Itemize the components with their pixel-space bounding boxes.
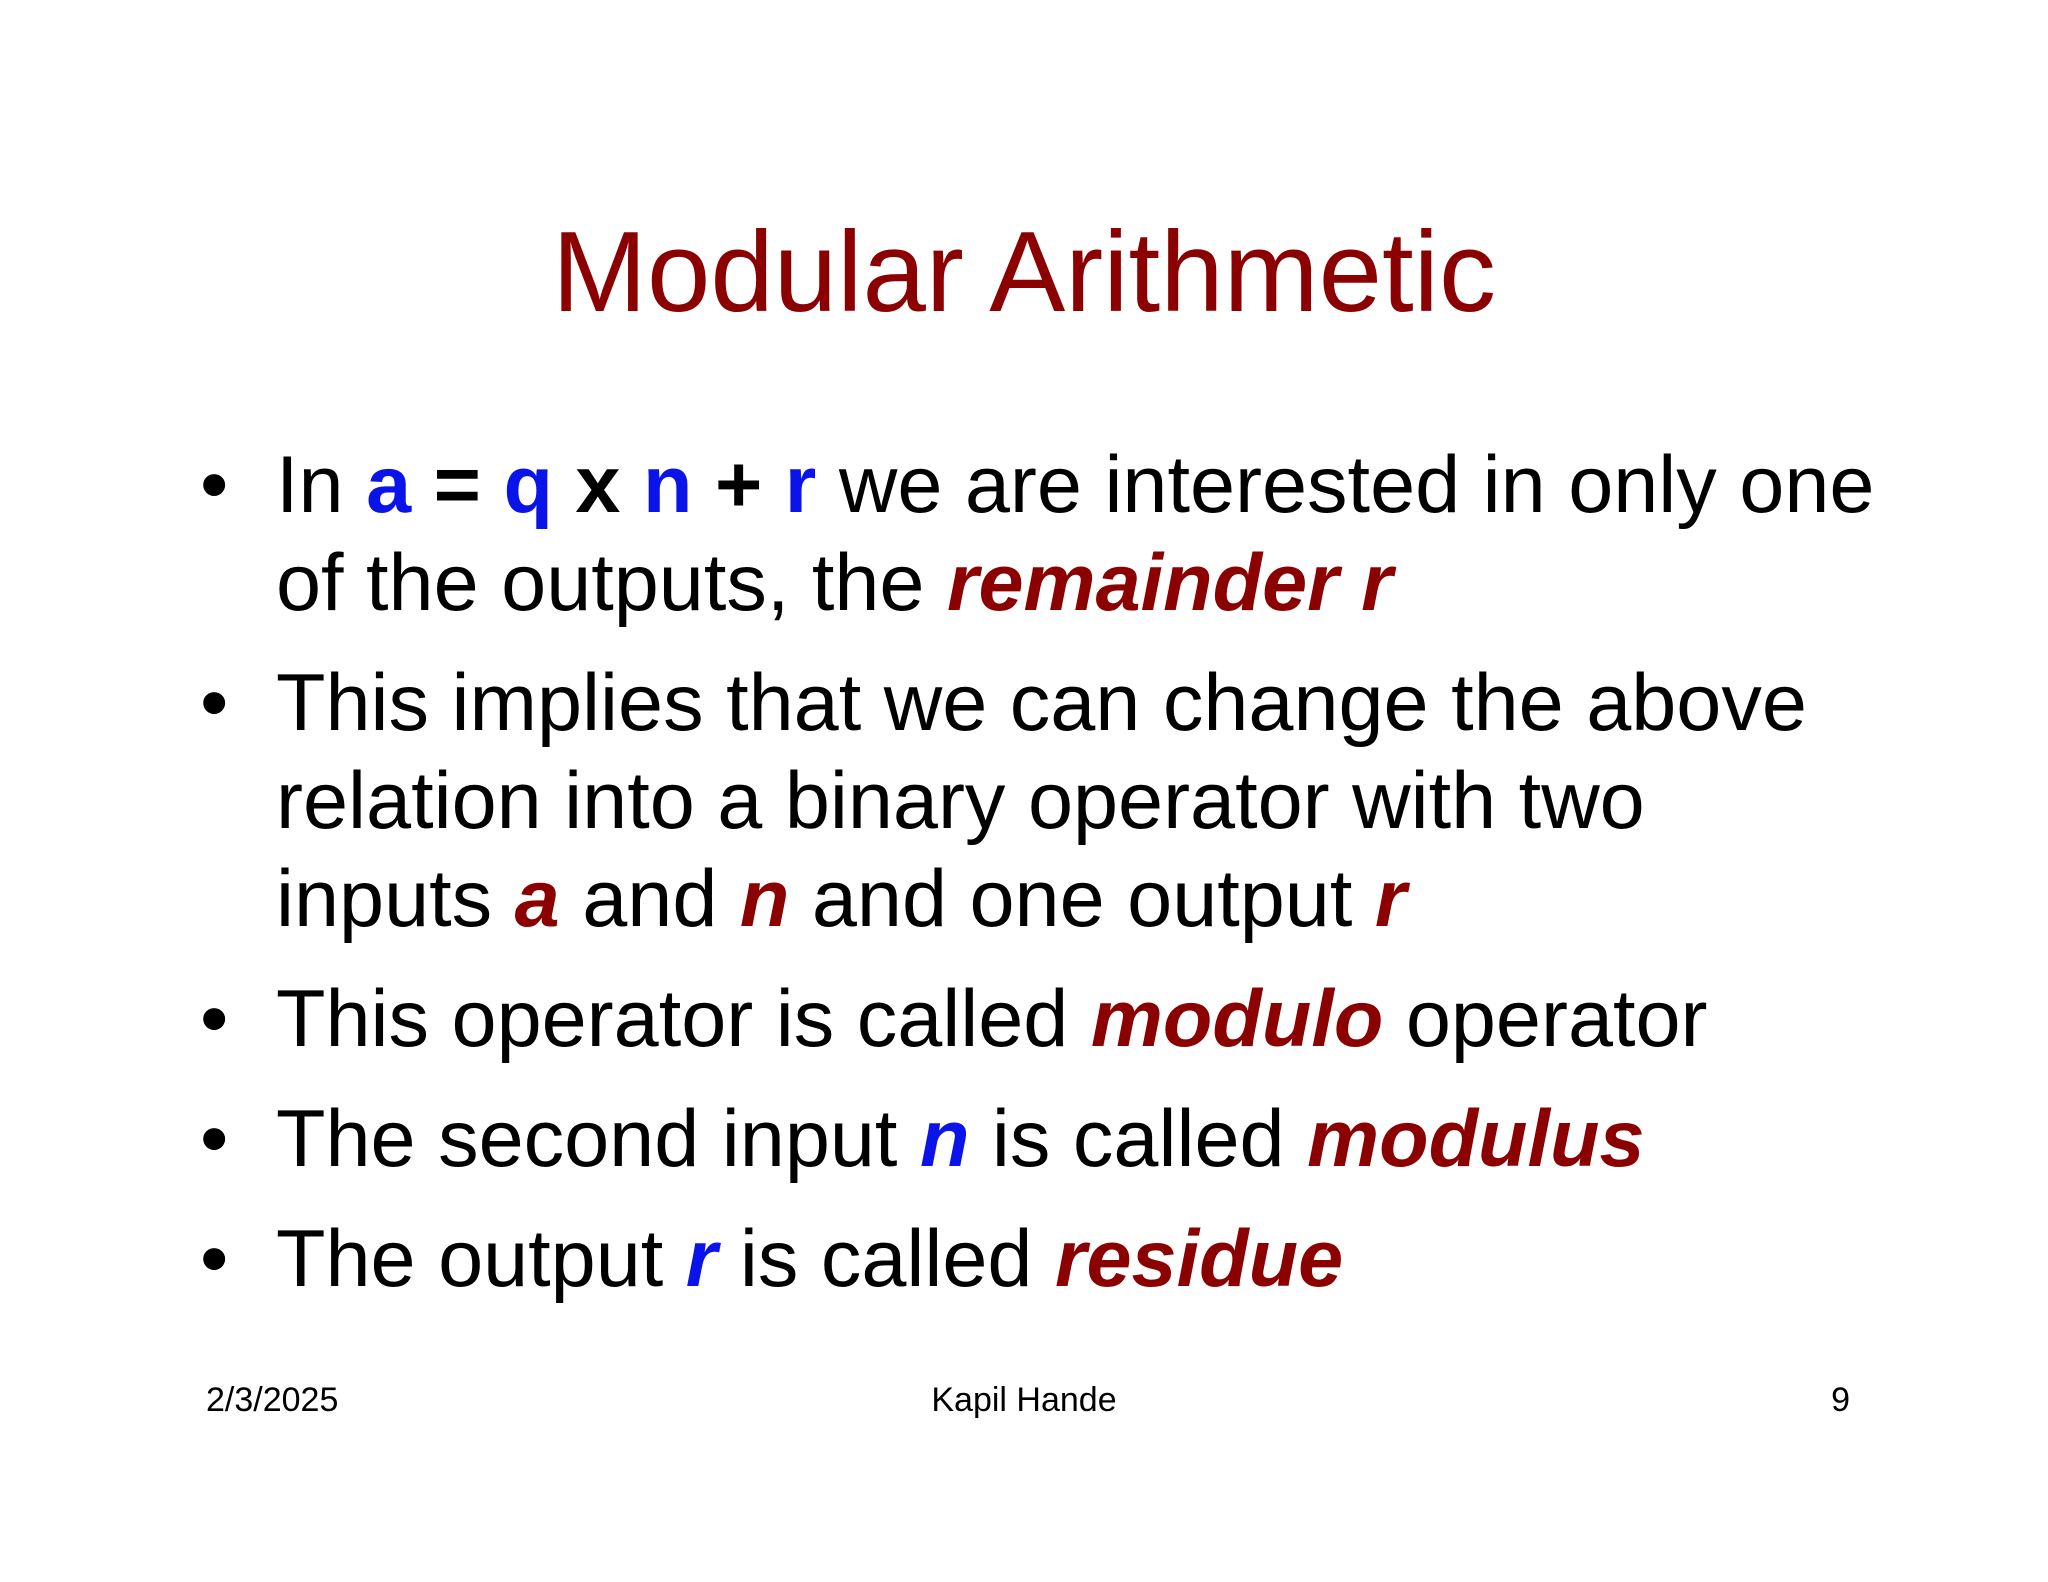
- bullet-segment: is called: [717, 1214, 1055, 1304]
- footer-page-number: 9: [1831, 1381, 1850, 1419]
- bullet-segment: This implies that we can change the above relation into a binary operator with two inputs: [276, 658, 1807, 944]
- bullet-text: [276, 1094, 1645, 1184]
- bullet-segment: The output: [276, 1214, 686, 1304]
- bullet-emphasis: q: [503, 440, 553, 530]
- slide-title: Modular Arithmetic: [551, 209, 1496, 336]
- bullet-segment: is called: [969, 1094, 1308, 1184]
- bullet-item: [200, 1090, 1880, 1188]
- bullet-emphasis: modulus: [1307, 1094, 1645, 1184]
- bullet-emphasis: a: [514, 854, 560, 944]
- bullet-emphasis: =: [411, 440, 504, 530]
- bullet-emphasis: r: [1374, 854, 1407, 944]
- bullet-item: [200, 436, 1880, 632]
- bullet-segment: The second input: [276, 1094, 920, 1184]
- bullet-marker: •: [200, 658, 229, 748]
- bullet-item: [200, 970, 1880, 1068]
- bullet-text: [276, 440, 1874, 628]
- bullet-emphasis: residue: [1054, 1214, 1344, 1304]
- bullet-emphasis: r: [784, 440, 817, 530]
- bullet-list: [200, 436, 1880, 1330]
- bullet-marker: •: [200, 1094, 229, 1184]
- bullet-item: [200, 1210, 1880, 1308]
- bullet-emphasis: r: [685, 1214, 718, 1304]
- bullet-emphasis: n: [919, 1094, 970, 1184]
- bullet-segment: In: [276, 440, 367, 530]
- bullet-marker: •: [200, 974, 229, 1064]
- footer-date: 2/3/2025: [206, 1381, 339, 1419]
- footer-author: Kapil Hande: [931, 1381, 1117, 1419]
- bullet-emphasis: x: [552, 440, 643, 530]
- bullet-segment: and one output: [789, 854, 1375, 944]
- bullet-segment: operator: [1383, 974, 1708, 1064]
- bullet-text: [276, 974, 1708, 1064]
- bullet-emphasis: modulo: [1090, 974, 1384, 1064]
- bullet-segment: and: [559, 854, 740, 944]
- bullet-emphasis: +: [692, 440, 785, 530]
- bullet-marker: •: [200, 1214, 229, 1304]
- bullet-segment: we are interested in only one of the outputs, the: [276, 440, 1875, 628]
- bullet-emphasis: n: [642, 440, 693, 530]
- bullet-text: [276, 1214, 1343, 1304]
- bullet-emphasis: remainder r: [946, 538, 1393, 628]
- bullet-emphasis: a: [366, 440, 412, 530]
- bullet-marker: •: [200, 440, 229, 530]
- bullet-item: [200, 654, 1880, 948]
- bullet-segment: This operator is called: [276, 974, 1091, 1064]
- bullet-emphasis: n: [739, 854, 790, 944]
- bullet-text: [276, 658, 1807, 944]
